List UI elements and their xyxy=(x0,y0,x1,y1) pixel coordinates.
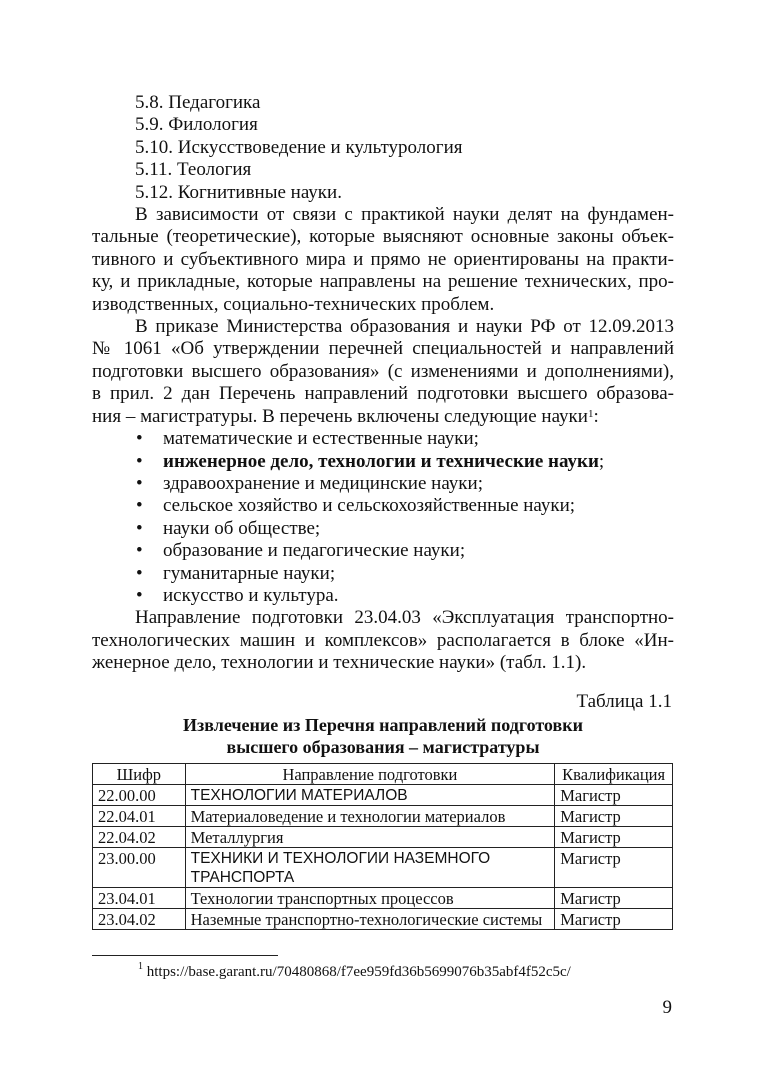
list-item-text: сельское хозяйство и сельскохозяйственные науки; xyxy=(163,495,576,517)
table-title-line: высшего образования – магистратуры xyxy=(226,737,540,757)
cell-code: 22.00.00 xyxy=(93,785,186,806)
list-item-text-bold: инженерное дело, технологии и технические науки xyxy=(163,450,599,472)
cell-direction: Наземные транспортно-технологические системы xyxy=(185,909,555,930)
bullet-icon: • xyxy=(136,517,143,539)
list-item xyxy=(92,585,674,607)
bullet-icon: • xyxy=(136,450,143,472)
text-line: Направление подготовки 23.04.03 «Эксплуатация транспортно- xyxy=(135,607,674,629)
table-row xyxy=(93,848,673,888)
paragraph-science-types xyxy=(92,204,674,316)
directions-table xyxy=(92,763,673,930)
list-item: 5.10. Искусствоведение и культурология xyxy=(135,136,463,158)
list-item xyxy=(92,495,674,517)
cell-direction: Материаловедение и технологии материалов xyxy=(185,806,555,827)
cell-direction: ТЕХНОЛОГИИ МАТЕРИАЛОВ xyxy=(185,785,555,806)
cell-direction xyxy=(185,848,555,888)
list-item-text: ; xyxy=(598,450,605,472)
cell-code: 23.00.00 xyxy=(93,848,186,888)
list-item xyxy=(92,518,674,540)
bullet-icon: • xyxy=(136,495,143,517)
cell-qualification: Магистр xyxy=(555,909,673,930)
text-line: изводственных, социально-технических проблем. xyxy=(92,293,495,315)
footnote-divider xyxy=(92,955,278,956)
footnote-link[interactable]: https://base.garant.ru/70480868/f7ee959fd36b5699076b35abf4f52c5c/ xyxy=(146,964,571,980)
list-item-text: математические и естественные науки; xyxy=(163,428,479,450)
text-line: В приказе Министерства образования и науки РФ от 12.09.2013 xyxy=(135,316,674,338)
list-item-text: гуманитарные науки; xyxy=(163,562,336,584)
cell-qualification: Магистр xyxy=(555,888,673,909)
text-line xyxy=(92,406,674,428)
text-segment: : xyxy=(593,405,599,427)
list-item: 5.8. Педагогика xyxy=(135,92,261,113)
bullet-icon: • xyxy=(136,584,143,606)
cell-direction: Технологии транспортных процессов xyxy=(185,888,555,909)
text-segment: ния – магистратуры. В перечень включены следующие науки xyxy=(92,405,588,427)
table-title-line: Извлечение из Перечня направлений подготовки xyxy=(183,715,583,735)
cell-qualification: Магистр xyxy=(555,848,673,888)
table-title xyxy=(92,714,674,758)
cell-code: 22.04.01 xyxy=(93,806,186,827)
bullet-icon: • xyxy=(136,472,143,494)
text-line: женерное дело, технологии и технические науки» (табл. 1.1). xyxy=(92,652,587,674)
text-line: технологических машин и комплексов» располагается в блоке «Ин- xyxy=(92,629,674,651)
table-row xyxy=(93,909,673,930)
list-item-text: здравоохранение и медицинские науки; xyxy=(163,472,483,494)
list-item xyxy=(92,473,674,495)
cell-code: 23.04.02 xyxy=(93,909,186,930)
cell-direction: Металлургия xyxy=(185,827,555,848)
list-item xyxy=(92,428,674,450)
cell-qualification: Магистр xyxy=(555,827,673,848)
body-text xyxy=(92,92,674,675)
text-line: № 1061 «Об утверждении перечней специальностей и направлений xyxy=(92,338,674,360)
text-line: тивного и субъективного мира и прямо не ориентированы на практи- xyxy=(92,248,674,270)
table-label: Таблица 1.1 xyxy=(576,691,672,712)
table-row xyxy=(93,785,673,806)
column-header-direction: Направление подготовки xyxy=(185,764,555,785)
paragraph-ministry-order xyxy=(92,316,674,428)
list-item: 5.9. Филология xyxy=(135,114,258,136)
cell-code: 22.04.02 xyxy=(93,827,186,848)
list-item-text: образование и педагогические науки; xyxy=(163,540,466,562)
science-list xyxy=(92,428,674,607)
list-item-text: искусство и культура. xyxy=(163,584,339,606)
list-item xyxy=(92,540,674,562)
footnote xyxy=(138,961,571,981)
list-item xyxy=(92,451,674,473)
list-item: 5.11. Теология xyxy=(135,159,252,181)
list-item: 5.12. Когнитивные науки. xyxy=(135,181,342,203)
footnote-ref: 1 xyxy=(587,407,594,420)
cell-code: 23.04.01 xyxy=(93,888,186,909)
cell-qualification: Магистр xyxy=(555,806,673,827)
cell-direction-line: ТЕХНИКИ И ТЕХНОЛОГИИ НАЗЕМНОГО xyxy=(190,850,491,867)
footnote-number: 1 xyxy=(138,961,143,972)
table-row xyxy=(93,888,673,909)
list-item xyxy=(92,563,674,585)
table-row xyxy=(93,827,673,848)
text-line: в прил. 2 дан Перечень направлений подготовки высшего образова- xyxy=(92,383,674,405)
list-item-text: науки об обществе; xyxy=(163,517,321,539)
column-header-code: Шифр xyxy=(93,764,186,785)
text-line: ку, и прикладные, которые направлены на решение технических, про- xyxy=(92,271,674,293)
table-row xyxy=(93,806,673,827)
text-line: тальные (теоретические), которые выясняют основные законы объек- xyxy=(92,226,674,248)
bullet-icon: • xyxy=(136,540,143,562)
bullet-icon: • xyxy=(136,428,143,450)
page-number: 9 xyxy=(662,997,672,1018)
bullet-icon: • xyxy=(136,562,143,584)
cell-direction-line: ТРАНСПОРТА xyxy=(190,869,295,886)
column-header-qualification: Квалификация xyxy=(555,764,673,785)
table-header-row xyxy=(93,764,673,785)
text-line: подготовки высшего образования» (с изменениями и дополнениями), xyxy=(92,360,674,382)
text-line: В зависимости от связи с практикой науки делят на фундамен- xyxy=(135,204,674,226)
paragraph-direction xyxy=(92,607,674,674)
cell-qualification: Магистр xyxy=(555,785,673,806)
